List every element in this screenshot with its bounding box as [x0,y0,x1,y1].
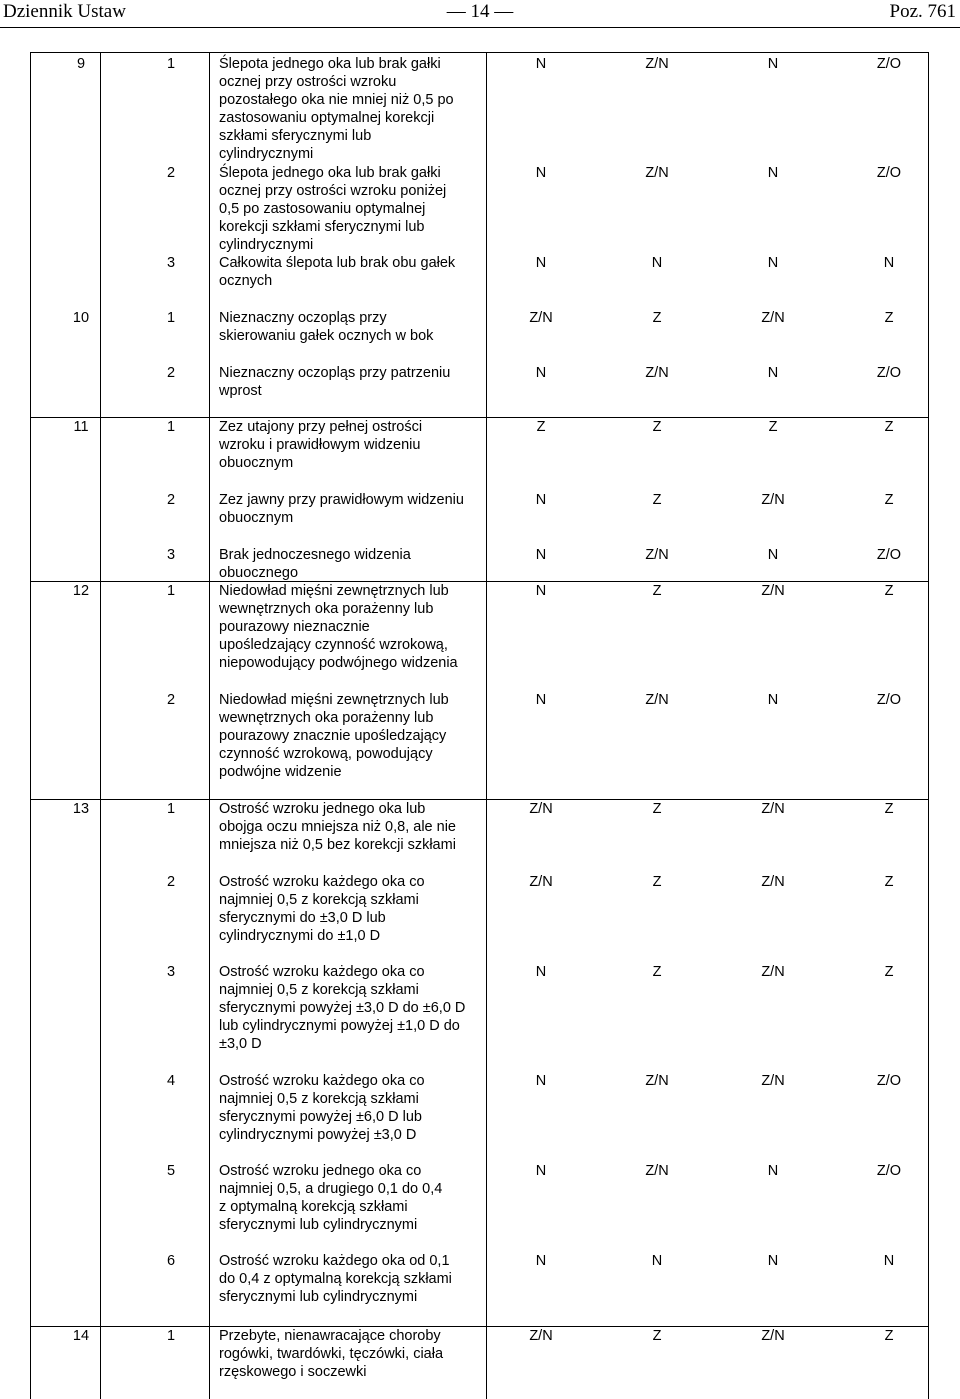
category-value: Z/O [876,365,902,381]
row-sub-number: 3 [166,255,176,271]
description-line: Całkowita ślepota lub brak obu gałek [219,255,456,271]
category-value: Z [884,1328,894,1344]
description-line: obuocznym [219,455,294,471]
row-group-number: 9 [76,56,86,72]
category-value: N [767,1163,779,1179]
category-value: Z/O [876,56,902,72]
category-value: Z/N [761,874,785,890]
page-header [0,0,960,28]
description-line: lub cylindrycznymi powyżej ±1,0 D do [219,1018,460,1034]
row-description [219,1327,514,1381]
row-group-number: 14 [72,1328,90,1344]
category-value: Z/N [761,310,785,326]
description-line: cylindrycznymi do ±1,0 D [219,928,381,944]
row-description [219,582,514,672]
category-value: N [535,165,547,181]
row-sub-number: 3 [166,964,176,980]
description-line: pourazowy nieznacznie [219,619,370,635]
column-divider [209,53,210,1399]
row-description [219,1072,514,1144]
category-value: Z/N [761,801,785,817]
row-sub-number: 2 [166,365,176,381]
description-line: zastosowaniu optymalnej korekcji [219,110,435,126]
category-value: Z/N [645,365,669,381]
row-sub-number: 2 [166,692,176,708]
description-line: ocznych [219,273,273,289]
row-sub-number: 4 [166,1073,176,1089]
category-value: Z [652,310,662,326]
description-line: sferycznymi do ±3,0 D lub [219,910,386,926]
description-line: Ostrość wzroku jednego oka lub [219,801,426,817]
category-value: Z/N [645,1163,669,1179]
category-value: N [535,1163,547,1179]
category-value: Z [884,583,894,599]
row-group-number: 12 [72,583,90,599]
description-line: Ostrość wzroku każdego oka od 0,1 [219,1253,450,1269]
description-line: Ostrość wzroku każdego oka co [219,874,425,890]
description-line: najmniej 0,5 z korekcją szkłami [219,892,419,908]
row-description [219,254,514,290]
category-value: Z/N [645,547,669,563]
row-description [219,491,514,527]
category-value: N [767,255,779,271]
description-line: pozostałego oka nie mniej niż 0,5 po [219,92,454,108]
row-description [219,691,514,781]
category-value: Z [652,492,662,508]
row-description [219,873,514,945]
category-value: Z/N [529,310,553,326]
category-value: Z [652,801,662,817]
category-value: Z/N [529,874,553,890]
row-description [219,55,514,163]
description-line: rzęskowego i soczewki [219,1364,367,1380]
row-group-number: 13 [72,801,90,817]
category-value: N [767,56,779,72]
description-line: Ostrość wzroku każdego oka co [219,964,425,980]
category-value: Z/O [876,692,902,708]
row-sub-number: 6 [166,1253,176,1269]
category-value: N [767,692,779,708]
description-line: Ostrość wzroku każdego oka co [219,1073,425,1089]
medical-criteria-table [30,52,929,1399]
description-line: skierowaniu gałek ocznych w bok [219,328,434,344]
row-description [219,1252,514,1306]
description-line: sferycznymi lub cylindrycznymi [219,1289,418,1305]
category-value: N [535,692,547,708]
description-line: wewnętrznych oka porażenny lub [219,710,434,726]
row-description [219,546,514,582]
row-sub-number: 2 [166,874,176,890]
description-line: obojga oczu mniejsza niż 0,8, ale nie [219,819,456,835]
description-line: do 0,4 z optymalną korekcją szkłami [219,1271,452,1287]
category-value: Z/O [876,1163,902,1179]
row-sub-number: 3 [166,547,176,563]
row-description [219,800,514,854]
description-line: najmniej 0,5 z korekcją szkłami [219,1091,419,1107]
description-line: Ostrość wzroku jednego oka co [219,1163,422,1179]
description-line: najmniej 0,5 z korekcją szkłami [219,982,419,998]
category-value: N [767,547,779,563]
row-description [219,364,514,400]
description-line: pourazowy znacznie upośledzający [219,728,447,744]
description-line: rogówki, twardówki, tęczówki, ciała [219,1346,444,1362]
description-line: mniejsza niż 0,5 bez korekcji szkłami [219,837,456,853]
description-line: ±3,0 D [219,1036,262,1052]
description-line: Nieznaczny oczopląs przy [219,310,387,326]
category-value: N [535,56,547,72]
position-number: Poz. 761 [889,1,956,22]
category-value: Z [652,874,662,890]
row-sub-number: 1 [166,419,176,435]
row-description [219,164,514,254]
row-group-number: 10 [72,310,90,326]
category-value: Z [884,964,894,980]
description-line: sferycznymi lub cylindrycznymi [219,1217,418,1233]
category-value: N [767,1253,779,1269]
description-line: cylindrycznymi powyżej ±3,0 D [219,1127,417,1143]
row-sub-number: 1 [166,56,176,72]
category-value: N [535,1253,547,1269]
description-line: Nieznaczny oczopląs przy patrzeniu [219,365,451,381]
category-value: Z [652,1328,662,1344]
description-line: Ślepota jednego oka lub brak gałki [219,165,441,181]
category-value: Z/N [645,56,669,72]
category-value: Z/N [645,692,669,708]
category-value: Z [652,419,662,435]
category-value: N [883,255,895,271]
row-sub-number: 1 [166,583,176,599]
description-line: Zez jawny przy prawidłowym widzeniu [219,492,464,508]
row-description [219,309,514,345]
category-value: Z [768,419,778,435]
description-line: wewnętrznych oka porażenny lub [219,601,434,617]
category-value: N [651,1253,663,1269]
category-value: Z/N [529,1328,553,1344]
page-number: — 14 — [446,1,514,22]
row-sub-number: 1 [166,1328,176,1344]
description-line: Ślepota jednego oka lub brak gałki [219,56,441,72]
category-value: Z/N [645,165,669,181]
description-line: wprost [219,383,262,399]
category-value: N [535,255,547,271]
description-line: podwójne widzenie [219,764,342,780]
description-line: Niedowład mięśni zewnętrznych lub [219,583,449,599]
category-value: N [535,1073,547,1089]
description-line: wzroku i prawidłowym widzeniu [219,437,421,453]
category-value: Z/O [876,165,902,181]
category-value: N [535,583,547,599]
category-value: Z/N [645,1073,669,1089]
category-value: Z/N [761,1073,785,1089]
row-sub-number: 2 [166,492,176,508]
row-sub-number: 2 [166,165,176,181]
category-value: Z [652,964,662,980]
category-value: Z/N [761,492,785,508]
description-line: 0,5 po zastosowaniu optymalnej [219,201,426,217]
description-line: czynność wzrokową, powodujący [219,746,433,762]
category-value: Z/N [761,1328,785,1344]
column-divider [100,53,101,1399]
row-description [219,963,514,1053]
header-rule [0,27,960,28]
description-line: Niedowład mięśni zewnętrznych lub [219,692,449,708]
description-line: Brak jednoczesnego widzenia [219,547,411,563]
description-line: najmniej 0,5, a drugiego 0,1 do 0,4 [219,1181,443,1197]
category-value: Z/O [876,547,902,563]
row-group-number: 11 [73,419,89,435]
category-value: N [767,365,779,381]
category-value: Z [884,419,894,435]
description-line: obuocznego [219,565,299,581]
category-value: Z [536,419,546,435]
category-value: Z [884,492,894,508]
row-description [219,418,514,472]
category-value: Z/N [761,964,785,980]
category-value: N [535,492,547,508]
description-line: szkłami sferycznymi lub [219,128,372,144]
row-sub-number: 5 [166,1163,176,1179]
category-value: N [651,255,663,271]
category-value: Z/N [529,801,553,817]
description-line: upośledzający czynność wzrokową, [219,637,448,653]
category-value: N [535,964,547,980]
category-value: Z [652,583,662,599]
category-value: Z/N [761,583,785,599]
description-line: cylindrycznymi [219,237,314,253]
description-line: sferycznymi powyżej ±6,0 D lub [219,1109,422,1125]
category-value: N [535,365,547,381]
description-line: Przebyte, nienawracające choroby [219,1328,441,1344]
category-value: N [535,547,547,563]
category-value: Z [884,801,894,817]
description-line: korekcji szkłami sferycznymi lub [219,219,425,235]
row-sub-number: 1 [166,801,176,817]
row-sub-number: 1 [166,310,176,326]
description-line: sferycznymi powyżej ±3,0 D do ±6,0 D [219,1000,466,1016]
row-description [219,1162,514,1234]
journal-title: Dziennik Ustaw [3,1,126,22]
description-line: obuocznym [219,510,294,526]
description-line: ocznej przy ostrości wzroku [219,74,397,90]
category-value: Z [884,874,894,890]
category-value: Z [884,310,894,326]
description-line: cylindrycznymi [219,146,314,162]
description-line: ocznej przy ostrości wzroku poniżej [219,183,447,199]
description-line: z optymalną korekcją szkłami [219,1199,408,1215]
description-line: Zez utajony przy pełnej ostrości [219,419,423,435]
description-line: niepowodujący podwójnego widzenia [219,655,458,671]
category-value: N [767,165,779,181]
category-value: N [883,1253,895,1269]
category-value: Z/O [876,1073,902,1089]
